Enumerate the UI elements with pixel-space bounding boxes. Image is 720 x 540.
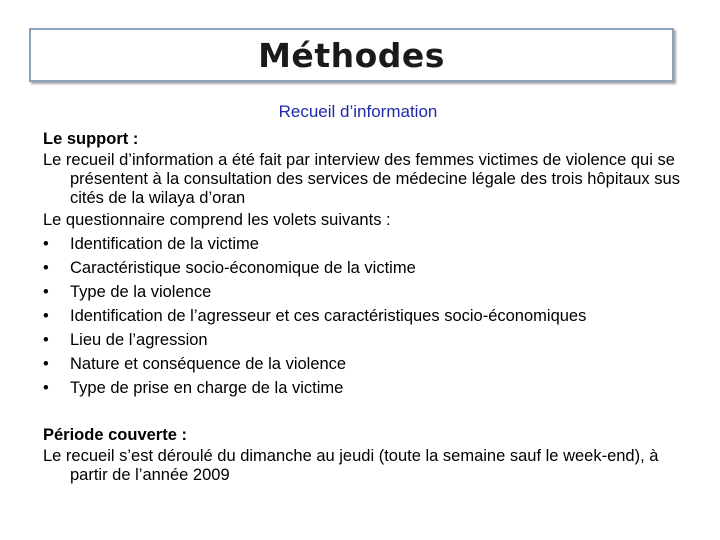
period-heading: Période couverte : <box>43 426 187 444</box>
list-item-text: Nature et conséquence de la violence <box>70 355 347 373</box>
list-item <box>43 280 683 304</box>
page-title: Méthodes <box>258 35 445 75</box>
slide-content <box>43 127 683 485</box>
title-box <box>29 28 674 82</box>
list-item-text: Lieu de l’agression <box>70 331 208 349</box>
bullet-icon: • <box>43 331 49 349</box>
list-item-text: Caractéristique socio-économique de la victime <box>70 259 416 277</box>
bullet-icon: • <box>43 235 49 253</box>
support-text: Le recueil d’information a été fait par interview des femmes victimes de violence qui se présentent à la consultation des services de médecine légale des trois hôpitaux sus cités de la wilaya d’oran <box>43 151 680 207</box>
list-item <box>43 304 683 328</box>
bullet-icon: • <box>43 259 49 277</box>
subtitle-text: Recueil d’information <box>278 102 438 121</box>
list-item-text: Identification de l’agresseur et ces caractéristiques socio-économiques <box>70 307 587 325</box>
list-item <box>43 352 683 376</box>
list-item-text: Type de la violence <box>70 283 212 301</box>
list-item-text: Identification de la victime <box>70 235 259 253</box>
list-item-text: Type de prise en charge de la victime <box>70 379 344 397</box>
spacer <box>43 400 683 423</box>
list-item <box>43 232 683 256</box>
list-item <box>43 256 683 280</box>
list-item <box>43 376 683 400</box>
list-item <box>43 328 683 352</box>
bullet-icon: • <box>43 283 49 301</box>
subtitle <box>0 102 716 122</box>
bullet-icon: • <box>43 355 49 373</box>
questionnaire-intro: Le questionnaire comprend les volets suivants : <box>43 211 391 229</box>
bullet-icon: • <box>43 379 49 397</box>
bullet-icon: • <box>43 307 49 325</box>
period-text: Le recueil s’est déroulé du dimanche au jeudi (toute la semaine sauf le week-end), à partir de l’année 2009 <box>43 447 659 484</box>
support-heading: Le support : <box>43 130 139 148</box>
questionnaire-list <box>43 232 683 400</box>
